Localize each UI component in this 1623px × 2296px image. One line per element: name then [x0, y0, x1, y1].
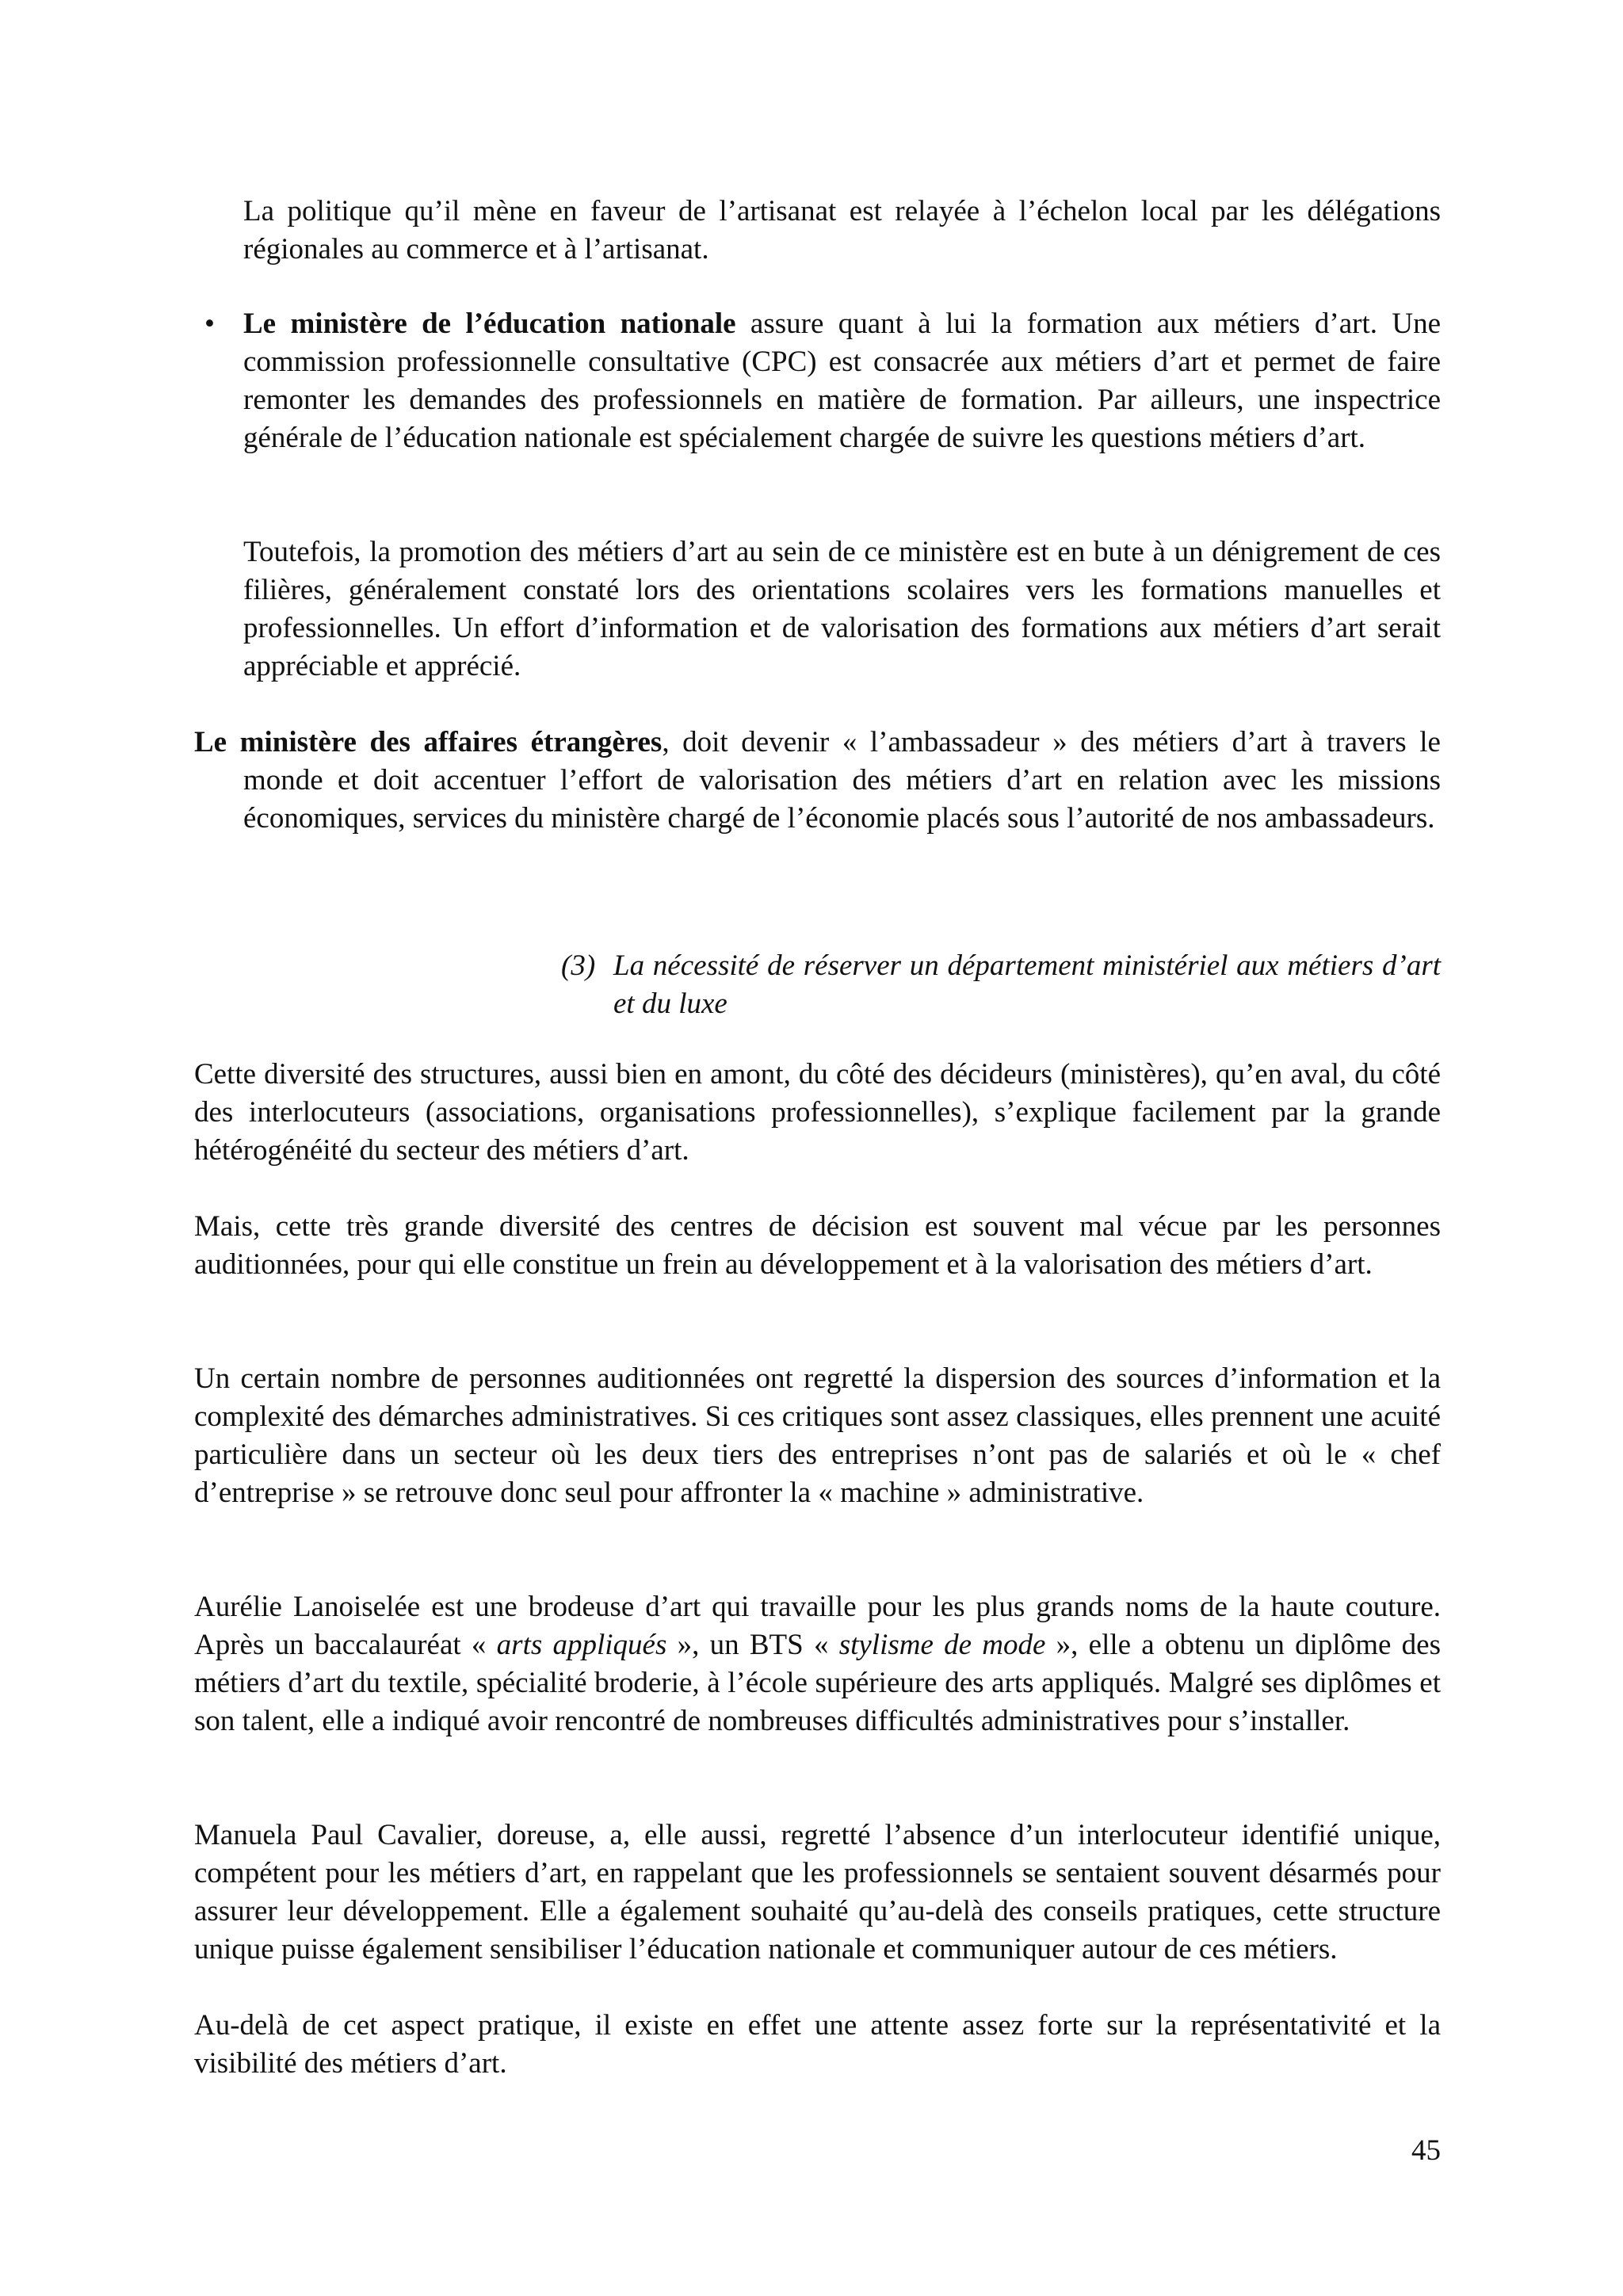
paragraph-artisanat-policy: La politique qu’il mène en faveur de l’artisanat est relayée à l’échelon local par les délégations régionales au commerce et à l’artisanat. [243, 195, 1441, 266]
bullet-marker: • [204, 308, 215, 340]
paragraph-education-ministry [243, 305, 1441, 457]
paragraph-foreign-affairs [194, 724, 1441, 838]
paragraph-aurelie-lanoiselee [194, 1588, 1441, 1740]
paragraph-administrative-complexity: Un certain nombre de personnes auditionnées ont regretté la dispersion des sources d’information et la complexité des démarches administratives. Si ces critiques sont assez classiques, elles prennent une acuité particulière dans un secteur où les deux tiers des entreprises n’ont pas de salariés et où le « chef d’entreprise » se retrouve donc seul pour affronter la « machine » administrative. [194, 1362, 1441, 1509]
section-heading-text: La nécessité de réserver un département ministériel aux métiers d’art et du luxe [613, 949, 1441, 1020]
paragraph-representativity: Au-delà de cet aspect pratique, il existe en effet une attente assez forte sur la représentativité et la visibilité des métiers d’art. [194, 2009, 1441, 2080]
aurelie-italic-arts: arts appliqués [496, 1629, 667, 1661]
page-number: 45 [1411, 2134, 1441, 2167]
bold-education-ministry: Le ministère de l’éducation nationale [243, 308, 736, 340]
aurelie-italic-stylisme: stylisme de mode [838, 1629, 1046, 1661]
education-ministry-text: assure quant à lui la formation aux métiers d’art. Une commission professionnelle consultative (CPC) est consacrée aux métiers d’art et permet de faire remonter les demandes des professionnels en matière de formation. Par ailleurs, une inspectrice générale de l’éducation nationale est spécialement chargée de suivre les questions métiers d’art. [243, 308, 1441, 454]
foreign-affairs-text: , doit devenir « l’ambassadeur » des métiers d’art à travers le monde et doit accentuer l’effort de valorisation des métiers d’art en relation avec les missions économiques, services du ministère chargé de l’économie placés sous l’autorité de nos ambassadeurs. [243, 726, 1441, 835]
paragraph-decision-centers: Mais, cette très grande diversité des centres de décision est souvent mal vécue par les personnes auditionnées, pour qui elle constitue un frein au développement et à la valorisation des métiers d’art. [194, 1210, 1441, 1281]
section-heading-number: (3) [561, 949, 596, 982]
paragraph-manuela-paul-cavalier: Manuela Paul Cavalier, doreuse, a, elle aussi, regretté l’absence d’un interlocuteur identifié unique, compétent pour les métiers d’art, en rappelant que les professionnels se sentaient souvent désarmés pour assurer leur développement. Elle a également souhaité qu’au-delà des conseils pratiques, cette structure unique puisse également sensibiliser l’éducation nationale et communiquer autour de ces métiers. [194, 1819, 1441, 1966]
bold-foreign-affairs: Le ministère des affaires étrangères [194, 726, 663, 758]
aurelie-text-a: Aurélie Lanoiselée est une brodeuse d’art qui travaille pour les plus grands noms de la haute couture. Après un baccalauréat « [194, 1591, 1441, 1661]
paragraph-promotion-critique: Toutefois, la promotion des métiers d’art au sein de ce ministère est en bute à un dénigrement de ces filières, généralement constaté lors des orientations scolaires vers les formations manuelles et professionnelles. Un effort d’information et de valorisation des formations aux métiers d’art serait appréciable et apprécié. [243, 536, 1441, 682]
paragraph-structure-diversity: Cette diversité des structures, aussi bien en amont, du côté des décideurs (ministères), qu’en aval, du côté des interlocuteurs (associations, organisations professionnelles), s’explique facilement par la grande hétérogénéité du secteur des métiers d’art. [194, 1058, 1441, 1167]
aurelie-text-b: », un BTS « [666, 1629, 839, 1661]
aurelie-text-c: », elle a obtenu un diplôme des métiers d’art du textile, spécialité broderie, à l’école supérieure des arts appliqués. Malgré ses diplômes et son talent, elle a indiqué avoir rencontré de nombreuses difficultés administratives pour s’installer. [194, 1629, 1441, 1737]
